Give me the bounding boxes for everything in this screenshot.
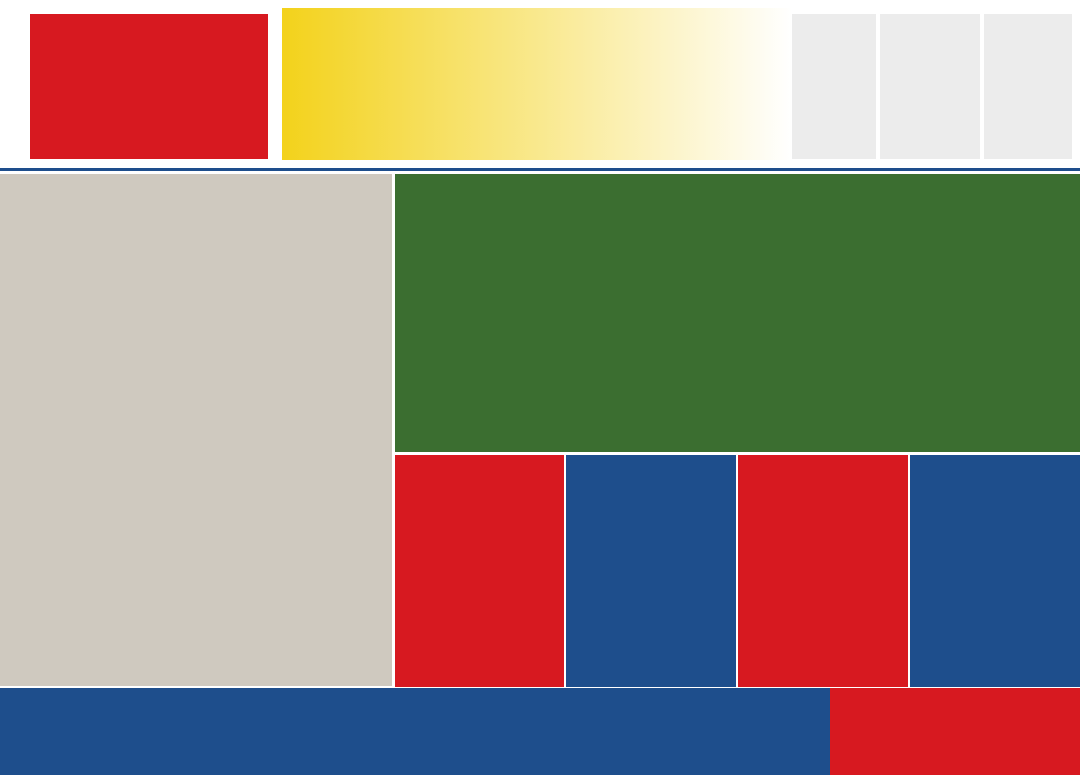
header [0, 0, 1080, 171]
masthead [282, 8, 792, 160]
banner [0, 688, 1080, 775]
lead-story[interactable] [395, 174, 1080, 452]
teaser-1[interactable] [984, 14, 1072, 159]
column-2[interactable] [738, 455, 908, 687]
teaser-2[interactable] [880, 14, 980, 159]
column-3[interactable] [566, 455, 736, 687]
banner-red-block [830, 688, 1080, 775]
teaser-4[interactable] [30, 14, 268, 159]
column-4[interactable] [395, 455, 564, 687]
teaser-3[interactable] [792, 14, 876, 159]
column-1[interactable] [910, 455, 1080, 687]
left-story[interactable] [0, 174, 392, 686]
